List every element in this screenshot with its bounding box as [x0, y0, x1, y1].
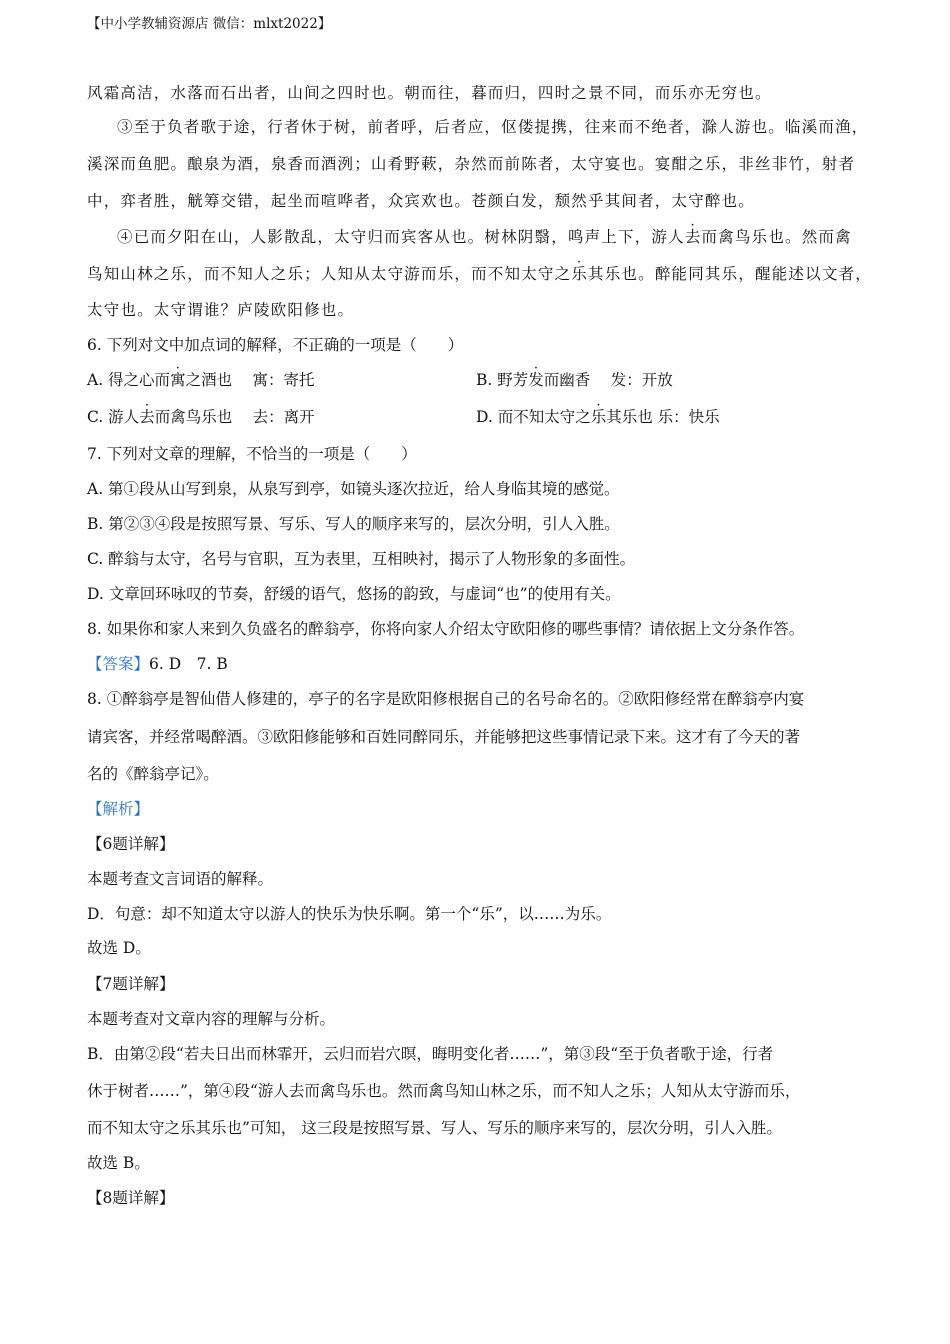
dotted-word: 寓	[170, 371, 186, 389]
question-7-option-d: D. 文章回环咏叹的节奏，舒缓的语气，悠扬的韵致，与虚词“也”的使用有关。	[87, 585, 621, 603]
q7-detail-line-2: B．由第②段“若夫日出而林霏开，云归而岩穴暝，晦明变化者……”，第③段“至于负者歌于途，行者	[87, 1045, 774, 1063]
option-text: 而禽鸟乐也 去：离开	[154, 408, 315, 426]
option-text: D. 而不知太守之	[476, 408, 591, 426]
question-7-option-b: B. 第②③④段是按照写景、写乐、写人的顺序来写的，层次分明，引人入胜。	[87, 515, 620, 533]
analysis-label: 【解析】	[87, 800, 150, 818]
option-text: B. 野芳	[476, 371, 529, 389]
q6-detail-line-3: 故选 D。	[87, 939, 151, 957]
q8-detail-title: 【8题详解】	[87, 1189, 175, 1207]
option-text: C. 游人	[87, 408, 140, 426]
answer-8-line-1: 8. ①醉翁亭是智仙借人修建的，亭子的名字是欧阳修根据自己的名号命名的。②欧阳修经常在醉翁亭内宴	[87, 690, 805, 708]
answer-label: 【答案】	[87, 655, 150, 673]
question-6-option-a	[87, 370, 315, 390]
question-6-option-d	[476, 407, 720, 427]
q7-detail-line-5: 故选 B。	[87, 1154, 150, 1172]
question-7-option-c: C. 醉翁与太守，名号与官职，互为表里，互相映衬，揭示了人物形象的多面性。	[87, 550, 636, 568]
q7-detail-line-4: 而不知太守之乐其乐也”可知， 这三段是按照写景、写人、写乐的顺序来写的，层次分明，引人入胜。	[87, 1119, 782, 1137]
q6-detail-title: 【6题详解】	[87, 835, 175, 853]
text-segment: 鸟知山林之乐，而不知人之乐；人知从太守游而乐，而不知太守之	[87, 265, 572, 283]
dotted-word: 去	[684, 228, 702, 246]
q7-detail-line-3: 休于树者……”，第④段“游人去而禽鸟乐也。然而禽鸟知山林之乐，而不知人之乐；人知从太守游而乐，	[87, 1082, 801, 1100]
question-6-stem: 6. 下列对文中加点词的解释，不正确的一项是（ ）	[87, 336, 464, 354]
q6-detail-line-2: D．句意：却不知道太守以游人的快乐为快乐啊。第一个“乐”，以……为乐。	[87, 905, 612, 923]
option-text: 而幽香 发：开放	[543, 371, 673, 389]
question-7-stem: 7. 下列对文章的理解，不恰当的一项是（ ）	[87, 445, 417, 463]
question-8-stem: 8. 如果你和家人来到久负盛名的醉翁亭，你将向家人介绍太守欧阳修的哪些事情？请依据上文分条作答。	[87, 620, 805, 638]
dotted-word: 去	[139, 408, 155, 426]
answer-8-line-3: 名的《醉翁亭记》。	[87, 765, 219, 783]
page-header: 【中小学教辅资源店 微信：mlxt2022】	[87, 16, 332, 32]
question-6-option-b	[476, 370, 673, 390]
q6-detail-line-1: 本题考查文言词语的解释。	[87, 870, 274, 888]
option-text: 其乐也 乐：快乐	[606, 408, 720, 426]
dotted-word: 发	[528, 371, 544, 389]
question-7-option-a: A. 第①段从山写到泉，从泉写到亭，如镜头逐次拉近，给人身临其境的感觉。	[87, 480, 620, 498]
question-6-option-c	[87, 407, 315, 427]
answer-line	[87, 654, 228, 674]
passage-paragraph-4-line-1	[117, 227, 852, 247]
option-text: A. 得之心而	[87, 371, 171, 389]
text-segment: 其乐也。醉能同其乐，醒能述以文者，	[588, 265, 872, 283]
q7-detail-title: 【7题详解】	[87, 975, 175, 993]
answer-8-line-2: 请宾客，并经常喝醉酒。③欧阳修能够和百姓同醉同乐，并能够把这些事情记录下来。这才有了今天的著	[87, 728, 801, 746]
dotted-word: 乐	[571, 265, 589, 283]
passage-paragraph-3-line-3: 中，弈者胜，觥筹交错，起坐而喧哗者，众宾欢也。苍颜白发，颓然乎其间者，太守醉也。	[87, 192, 756, 210]
passage-paragraph-2-tail: 风霜高洁，水落而石出者，山间之四时也。朝而往，暮而归，四时之景不同，而乐亦无穷也。	[87, 84, 772, 102]
option-text: 之酒也 寓：寄托	[185, 371, 315, 389]
passage-paragraph-4-line-3: 太守也。太守谓谁？庐陵欧阳修也。	[87, 301, 355, 319]
passage-paragraph-3-line-1: ③至于负者歌于途，行者休于树，前者呼，后者应，伛偻提携，往来而不绝者，滁人游也。临溪而渔，	[117, 118, 869, 136]
passage-paragraph-4-line-2	[87, 264, 872, 284]
passage-paragraph-3-line-2: 溪深而鱼肥。酿泉为酒，泉香而酒洌；山肴野蔌，杂然而前陈者，太守宴也。宴酣之乐，非丝非竹，射者	[87, 155, 856, 173]
text-segment: 而禽鸟乐也。然而禽	[701, 228, 852, 246]
answer-text: 6. D 7. B	[149, 655, 228, 673]
text-segment: ④已而夕阳在山，人影散乱，太守归而宾客从也。树林阴翳，鸣声上下，游人	[117, 228, 685, 246]
q7-detail-line-1: 本题考查对文章内容的理解与分析。	[87, 1010, 336, 1028]
dotted-word: 乐	[590, 408, 607, 426]
